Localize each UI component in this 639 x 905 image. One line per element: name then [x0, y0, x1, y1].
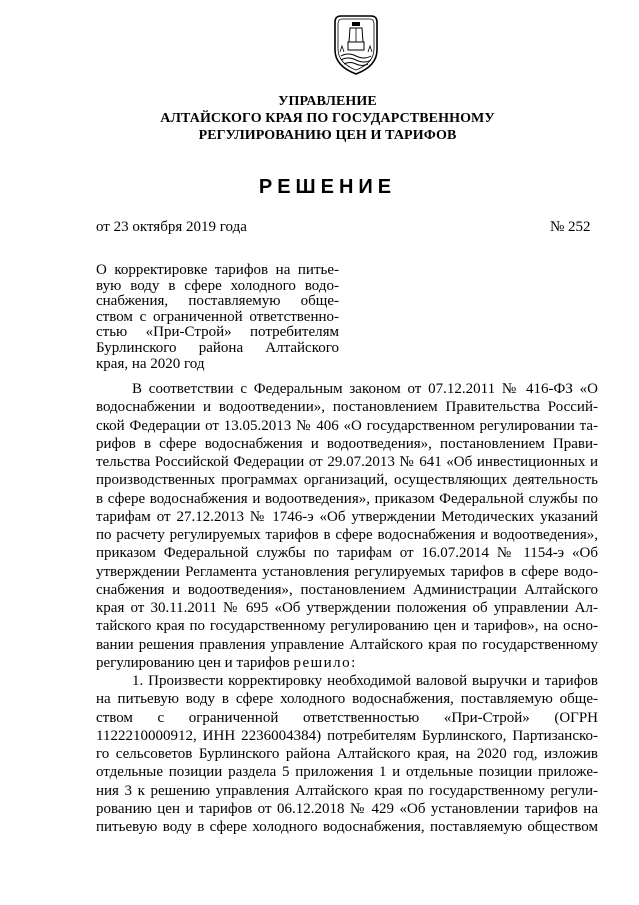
resolution-prefix: регулированию цен и тарифов	[96, 654, 294, 671]
body-line: тайского края по государственному регулированию цен и тарифов», на осно-	[96, 618, 598, 635]
resolution-suffix: :	[351, 654, 356, 671]
body-line: питьевую воду в сфере холодного водоснабжения, поставляемую обществом	[96, 819, 598, 835]
subject-line: вую воду в сфере холодного водо-	[96, 277, 339, 294]
subject-line: стью «При-Строй» потребителям	[96, 324, 339, 341]
document-subject	[96, 263, 339, 372]
body-line: снабжения и водоотведения», постановлением Администрации Алтайского	[96, 581, 598, 598]
body-line: в сфере водоснабжения и водоотведения», приказом Федеральной службы по	[96, 490, 598, 507]
body-line: утверждении Регламента установления регулируемых тарифов в сфере водо-	[96, 563, 598, 580]
body-line: рифов в сфере водоснабжения и водоотведения», постановлением Прави-	[96, 435, 598, 452]
body-line: на питьевую воду в сфере холодного водоснабжения, поставляемую обще-	[96, 691, 598, 708]
subject-line: края, на 2020 год	[96, 355, 205, 372]
agency-name-line1: УПРАВЛЕНИЕ	[278, 94, 377, 109]
body-line: края от 30.11.2011 № 695 «Об утверждении положения об управлении Ал-	[96, 600, 598, 616]
body-line: ния 3 к решению управления Алтайского края по государственному регули-	[96, 782, 598, 799]
body-line-resolution	[96, 654, 598, 672]
subject-line: ством с ограниченной ответственно-	[96, 308, 339, 325]
body-line: отдельные позиции раздела 5 приложения 1 и отдельные позиции приложе-	[96, 764, 598, 781]
body-line: ской Федерации от 13.05.2013 № 406 «О государственном регулировании та-	[96, 417, 598, 434]
document-number: № 252	[550, 219, 591, 235]
subject-line: О корректировке тарифов на питье-	[96, 262, 339, 278]
body-line: по расчету регулируемых тарифов в сфере водоснабжения и водоотведения»,	[96, 527, 598, 543]
body-line: 1. Произвести корректировку необходимой валовой выручки и тарифов	[132, 673, 598, 689]
body-line: го сельсоветов Бурлинского района Алтайского края, на 2020 год, изложив	[96, 746, 598, 762]
body-line: В соответствии с Федеральным законом от 07.12.2011 № 416-ФЗ «О	[132, 381, 598, 397]
body-line: ством с ограниченной ответственностью «При-Строй» (ОГРН	[96, 709, 598, 726]
agency-name-line3: РЕГУЛИРОВАНИЮ ЦЕН И ТАРИФОВ	[198, 128, 457, 143]
body-line: приказом Федеральной службы по тарифам от 16.07.2014 № 1154-э «Об	[96, 545, 598, 562]
resolution-word: решило	[293, 654, 352, 671]
body-line: производственных программах организаций, осуществляющих деятельность	[96, 472, 598, 489]
body-line: рованию цен и тарифов от 06.12.2018 № 429 «Об установлении тарифов на	[96, 800, 598, 817]
body-line: 1122210000912, ИНН 2236004384) потребителям Бурлинского, Партизанско-	[96, 727, 598, 744]
subject-line: Бурлинского района Алтайского	[96, 339, 339, 356]
body-line: водоснабжении и водоотведении», постановлением Правительства Россий-	[96, 399, 598, 416]
subject-line: снабжения, поставляемую обще-	[96, 293, 339, 310]
body-line: тарифам от 27.12.2013 № 1746-э «Об утверждении Методических указаний	[96, 508, 598, 525]
body-line: тельства Российской Федерации от 29.07.2013 № 641 «Об инвестиционных и	[96, 454, 598, 470]
altai-krai-coat-of-arms-icon	[332, 12, 380, 78]
body-line: вании решения правления управление Алтайского края по государственному	[96, 636, 598, 653]
document-date: от 23 октября 2019 года	[96, 219, 247, 235]
agency-name-line2: АЛТАЙСКОГО КРАЯ ПО ГОСУДАРСТВЕННОМУ	[160, 111, 495, 126]
document-body	[96, 380, 598, 836]
document-type-title: РЕШЕНИЕ	[258, 176, 397, 198]
